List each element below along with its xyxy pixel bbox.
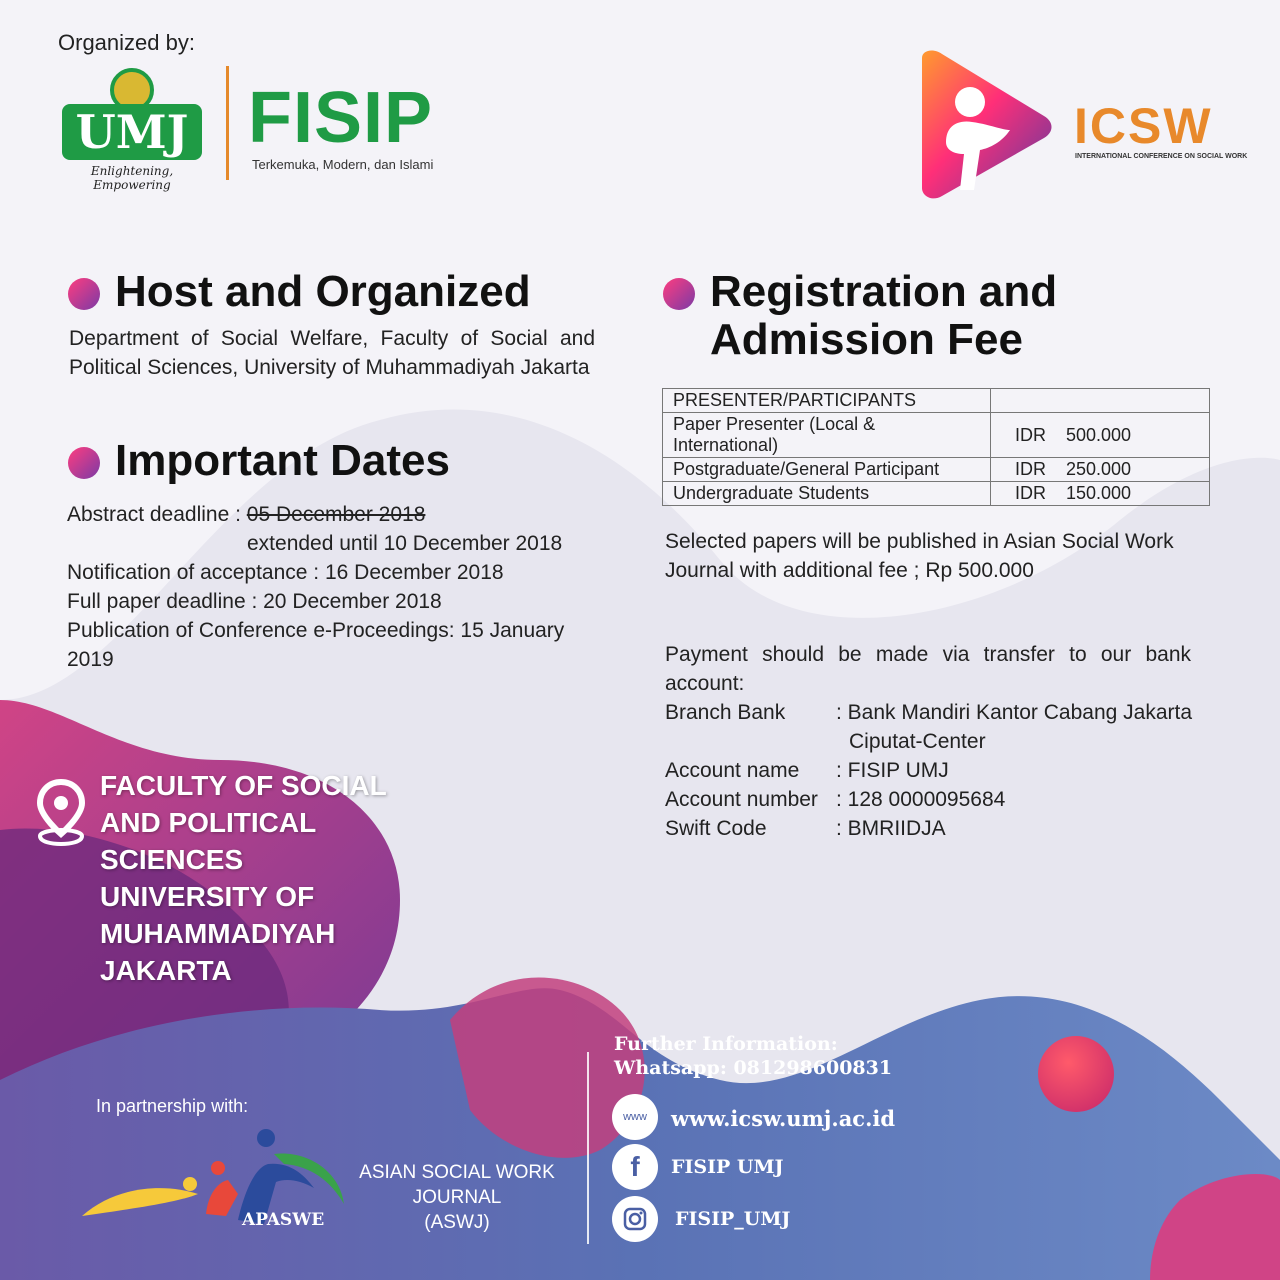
notification-date: Notification of acceptance : 16 December 2018: [67, 561, 504, 584]
fee-label: Undergraduate Students: [663, 482, 991, 506]
location-line-1: FACULTY OF SOCIAL: [100, 770, 387, 801]
dates-heading: Important Dates: [115, 436, 450, 485]
fee-table-header: PRESENTER/PARTICIPANTS: [663, 389, 991, 413]
registration-heading-2: Admission Fee: [710, 315, 1023, 364]
location-pin-icon: [34, 778, 88, 848]
dates-bullet-icon: [68, 447, 100, 479]
fisip-logo-text: FISIP: [248, 78, 434, 158]
location-line-2: AND POLITICAL: [100, 807, 317, 838]
icsw-subtitle: INTERNATIONAL CONFERENCE ON SOCIAL WORK: [1075, 153, 1248, 160]
branch-label: Branch Bank: [665, 701, 786, 724]
host-line-1: Department of Social Welfare, Faculty of Social and: [69, 327, 595, 350]
fee-amount: IDR 250.000: [991, 458, 1210, 482]
instagram-link[interactable]: FISIP_UMJ: [675, 1208, 791, 1230]
branch-value-2: Ciputat-Center: [849, 730, 986, 753]
location-line-3: SCIENCES: [100, 844, 244, 875]
umj-logo-text: UMJ: [62, 104, 202, 160]
logo-divider: [226, 66, 229, 180]
payment-line-2: account:: [665, 672, 745, 695]
publish-line-2: Journal with additional fee ; Rp 500.000: [665, 559, 1034, 582]
fee-amount: IDR 150.000: [991, 482, 1210, 506]
publication-date-line-2: 2019: [67, 648, 114, 671]
account-number-label: Account number: [665, 788, 818, 811]
full-paper-date: Full paper deadline : 20 December 2018: [67, 590, 442, 613]
apaswe-text: APASWE: [242, 1210, 325, 1230]
table-row: [663, 458, 1210, 482]
account-name-value: : FISIP UMJ: [836, 759, 949, 782]
facebook-icon: f: [612, 1144, 658, 1190]
host-heading: Host and Organized: [115, 267, 531, 316]
table-row: [663, 413, 1210, 458]
journal-line-2: JOURNAL: [412, 1187, 502, 1208]
host-bullet-icon: [68, 278, 100, 310]
further-info-label: Further Information:: [614, 1033, 838, 1055]
icsw-logo-icon: [912, 50, 1052, 200]
publish-line-1: Selected papers will be published in Asian Social Work: [665, 530, 1174, 553]
fee-label: Paper Presenter (Local & International): [663, 413, 991, 458]
host-line-2: Political Sciences, University of Muhammadiyah Jakarta: [69, 356, 590, 379]
abstract-deadline: [67, 500, 425, 529]
fisip-tagline: Terkemuka, Modern, dan Islami: [252, 157, 434, 172]
registration-bullet-icon: [663, 278, 695, 310]
website-link[interactable]: www.icsw.umj.ac.id: [671, 1106, 896, 1131]
abstract-extended: extended until 10 December 2018: [247, 532, 563, 555]
location-line-5: MUHAMMADIYAH: [100, 918, 336, 949]
swift-code-value: : BMRIIDJA: [836, 817, 946, 840]
publication-date-line-1: Publication of Conference e-Proceedings: 15 January: [67, 619, 565, 642]
swift-code-label: Swift Code: [665, 817, 767, 840]
umj-tagline: Enlightening, Empowering: [90, 164, 174, 192]
icsw-logo-text: ICSW: [1074, 98, 1213, 154]
fee-label: Postgraduate/General Participant: [663, 458, 991, 482]
abstract-old-date: 05 December 2018: [246, 503, 426, 526]
facebook-link[interactable]: FISIP UMJ: [671, 1156, 784, 1178]
fee-amount: IDR 500.000: [991, 413, 1210, 458]
organized-by-label: Organized by:: [58, 30, 195, 55]
location-line-6: JAKARTA: [100, 955, 232, 986]
account-name-label: Account name: [665, 759, 800, 782]
fee-table-header-row: [663, 389, 1210, 413]
whatsapp-number: Whatsapp: 081298600831: [614, 1057, 893, 1079]
www-icon: www: [612, 1094, 658, 1140]
journal-line-1: ASIAN SOCIAL WORK: [359, 1162, 555, 1183]
location-line-4: UNIVERSITY OF: [100, 881, 315, 912]
partnership-label: In partnership with:: [96, 1096, 249, 1116]
branch-value-1: : Bank Mandiri Kantor Cabang Jakarta: [836, 701, 1193, 724]
fee-table: [662, 388, 1210, 506]
payment-line-1: Payment should be made via transfer to our bank: [665, 643, 1191, 666]
table-row: [663, 482, 1210, 506]
account-number-value: : 128 0000095684: [836, 788, 1006, 811]
fee-table-header-empty: [991, 389, 1210, 413]
umj-logo: [62, 68, 202, 192]
journal-line-3: (ASWJ): [424, 1212, 490, 1233]
abstract-label: Abstract deadline :: [67, 503, 247, 526]
registration-heading-1: Registration and: [710, 267, 1058, 316]
instagram-icon: [612, 1196, 658, 1242]
